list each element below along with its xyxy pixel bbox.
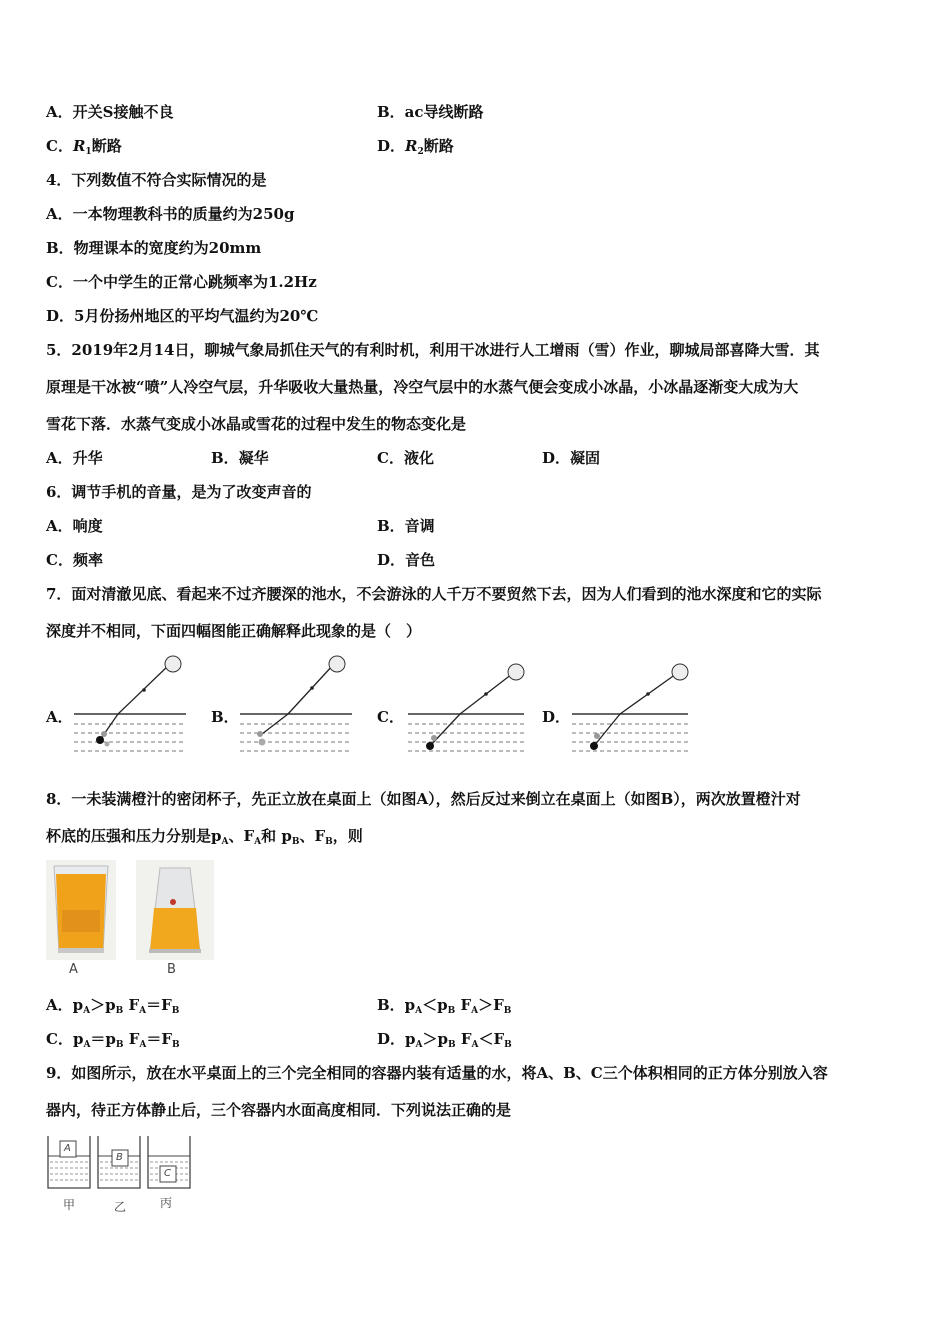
q7-stem-line1: 7．面对清澈见底、看起来不过齐腰深的池水，不会游泳的人千万不要贸然下去，因为人们看到的池水深度和它的实际: [46, 585, 822, 603]
q7-label-d: D．: [542, 708, 571, 726]
q3-option-c-text: 断路: [91, 137, 122, 155]
q3-option-c-prefix: C．: [46, 137, 73, 155]
q9-caption-yi: 乙: [114, 1200, 127, 1214]
q5-stem-line1: 5．2019年2月14日，聊城气象局抓住天气的有利时机，利用干冰进行人工增雨（雪）作业，聊城局部喜降大雪．其: [46, 341, 820, 359]
q4-option-b: B．物理课本的宽度约为20mm: [46, 239, 262, 257]
q5-option-c: C．液化: [377, 449, 434, 467]
q9-cube-a: A: [64, 1143, 71, 1154]
q8-cup-a-figure: [46, 860, 118, 980]
q8-option-d: D．$p_A>p_B$ $F_A<F_B$: [377, 1030, 512, 1050]
q6-stem: 6．调节手机的音量，是为了改变声音的: [46, 483, 312, 501]
q4-stem: 4．下列数值不符合实际情况的是: [46, 171, 267, 189]
q8-stem-line2-rest: ，则: [332, 827, 363, 845]
q7-figure-a: [74, 654, 190, 758]
q8-option-c: C．$p_A=p_B$ $F_A=F_B$: [46, 1030, 180, 1050]
q4-option-a: A．一本物理教科书的质量约为250g: [46, 205, 295, 223]
q3-option-c: [46, 136, 122, 162]
q8-cup-a-caption: A: [69, 962, 78, 977]
q3-option-c-var: R: [72, 137, 86, 155]
q9-stem-line1: 9．如图所示，放在水平桌面上的三个完全相同的容器内装有适量的水，将A、B、C三个体积相同的正方体分别放入容: [46, 1064, 828, 1082]
q3-option-b: B．ac导线断路: [377, 103, 484, 121]
q4-option-c: C．一个中学生的正常心跳频率为1.2Hz: [46, 273, 317, 291]
q8-stem-line2: 杯底的压强和压力分别是$p_A$、$F_A$和 $p_B$、$F_B$，则: [46, 827, 363, 847]
q7-label-c: C．: [377, 708, 404, 726]
q9-stem-line2: 器内，待正方体静止后，三个容器内水面高度相同．下列说法正确的是: [46, 1101, 512, 1119]
q8-option-b: B．$p_A<p_B$ $F_A>F_B$: [377, 996, 512, 1016]
q3-option-d-sub: 2: [417, 147, 424, 157]
q8-stem-line1: 8．一未装满橙汁的密闭杯子，先正立放在桌面上（如图A），然后反过来倒立在桌面上（如图B），两次放置橙汁对: [46, 790, 801, 808]
q6-option-a: A．响度: [46, 517, 103, 535]
q3-option-a: A．开关S接触不良: [46, 103, 174, 121]
q9-cube-b: B: [116, 1152, 123, 1163]
q9-caption-bing: 丙: [160, 1196, 173, 1210]
q5-option-a: A．升华: [46, 449, 103, 467]
q6-option-b: B．音调: [377, 517, 435, 535]
q8-stem-line2-pre: 杯底的压强和压力分别是p: [46, 827, 222, 845]
q8-cup-b-caption: B: [167, 962, 176, 977]
q7-label-b: B．: [211, 708, 239, 726]
q7-figure-b: [240, 654, 356, 758]
q3-option-c-sub: 1: [85, 147, 92, 157]
q9-cube-c: C: [164, 1168, 171, 1179]
q3-option-d-var: R: [405, 137, 418, 155]
q3-option-d-text: 断路: [423, 137, 454, 155]
q5-option-b: B．凝华: [211, 449, 269, 467]
q6-option-d: D．音色: [377, 551, 436, 569]
q3-option-d: [377, 136, 454, 162]
q5-option-d: D．凝固: [542, 449, 601, 467]
q7-figure-c: [408, 660, 528, 760]
q3-option-d-prefix: D．: [377, 137, 406, 155]
q7-label-a: A．: [46, 708, 73, 726]
q8-option-a: A．$p_A>p_B$ $F_A=F_B$: [46, 996, 180, 1016]
q5-stem-line2: 原理是干冰被“喷”人冷空气层，升华吸收大量热量，冷空气层中的水蒸气便会变成小冰晶，小冰晶逐渐变大成为大: [46, 378, 799, 396]
q7-figure-d: [572, 660, 692, 760]
q4-option-d: D．5月份扬州地区的平均气温约为20℃: [46, 307, 319, 325]
q7-stem-line2: 深度并不相同，下面四幅图能正确解释此现象的是（ ）: [46, 622, 422, 640]
q5-stem-line3: 雪花下落．水蒸气变成小冰晶或雪花的过程中发生的物态变化是: [46, 415, 467, 433]
q6-option-c: C．频率: [46, 551, 103, 569]
q9-caption-jia: 甲: [63, 1198, 76, 1212]
q8-cup-b-figure: [136, 860, 216, 980]
